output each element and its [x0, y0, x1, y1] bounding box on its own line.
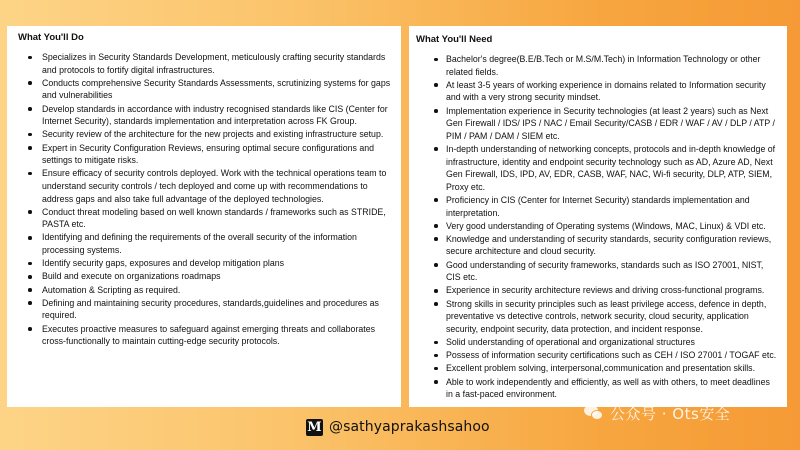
list-item: Very good understanding of Operating systems (Windows, MAC, Linux) & VDI etc.: [446, 220, 779, 233]
wechat-icon: [584, 404, 604, 422]
list-item: Defining and maintaining security procedures, standards,guidelines and procedures as required.: [42, 297, 391, 322]
list-item: Solid understanding of operational and organizational structures: [446, 336, 779, 349]
what-youll-do-list: [18, 51, 391, 348]
list-item: In-depth understanding of networking concepts, protocols and in-depth knowledge of infrastructure, identity and endpoint security technology such as AD, Azure AD, Next Gen Firewall, IDS, IPD, AV, EDR, CASB, WAF, NAC, Wi-fi security, DLP, ATP, SIEM, Proxy etc.: [446, 143, 779, 193]
list-item: Strong skills in security principles such as least privilege access, defence in depth, preventative vs detective controls, network security, cloud security, application security, endpoint security, data protection, and incident response.: [446, 298, 779, 336]
what-youll-need-list: [416, 53, 779, 401]
author-handle: [306, 417, 490, 437]
watermark-text: 公众号 · Ots安全: [610, 404, 731, 423]
list-item: Proficiency in CIS (Center for Internet Security) standards implementation and interpretation.: [446, 194, 779, 219]
medium-logo-icon: M: [307, 419, 322, 435]
wechat-watermark: [584, 401, 730, 425]
what-youll-need-title: What You'll Need: [416, 34, 493, 45]
list-item: Good understanding of security frameworks, standards such as ISO 27001, NIST, CIS etc.: [446, 259, 779, 284]
list-item: Automation & Scripting as required.: [42, 284, 391, 297]
list-item: Conduct threat modeling based on well known standards / frameworks such as STRIDE, PASTA etc.: [42, 206, 391, 231]
list-item: Knowledge and understanding of security standards, security configuration reviews, secure architecture and cloud security.: [446, 233, 779, 258]
what-youll-do-panel: [7, 26, 401, 407]
what-youll-do-title: What You'll Do: [18, 32, 84, 43]
list-item: Possess of information security certifications such as CEH / ISO 27001 / TOGAF etc.: [446, 349, 779, 362]
list-item: Build and execute on organizations roadmaps: [42, 270, 391, 283]
list-item: Ensure efficacy of security controls deployed. Work with the technical operations team to understand security controls / tech deployed and come up with recommendations to address gaps and also take full advantage of the deployed technologies.: [42, 167, 391, 205]
list-item: Specializes in Security Standards Development, meticulously crafting security standards and protocols to fortify digital infrastructures.: [42, 51, 391, 76]
list-item: Experience in security architecture reviews and driving cross-functional programs.: [446, 284, 779, 297]
handle-text: @sathyaprakashsahoo: [329, 419, 490, 435]
list-item: Identify security gaps, exposures and develop mitigation plans: [42, 257, 391, 270]
list-item: Expert in Security Configuration Reviews, ensuring optimal secure configurations and settings to mitigate risks.: [42, 142, 391, 167]
list-item: Identifying and defining the requirements of the overall security of the information processing systems.: [42, 231, 391, 256]
list-item: Develop standards in accordance with industry recognised standards like CIS (Center for Internet Security), standards implementation and interpretation across FK Group.: [42, 103, 391, 128]
list-item: Implementation experience in Security technologies (at least 2 years) such as Next Gen Firewall / IDS/ IPS / NAC / Email Security/CASB / EDR / WAF / AV / DLP / ATP / PIM / PAM / DAM / SIEM etc.: [446, 105, 779, 143]
list-item: Able to work independently and efficiently, as well as with others, to meet deadlines in a fast-paced environment.: [446, 376, 779, 401]
list-item: At least 3-5 years of working experience in domains related to Information security and with a very strong security mindset.: [446, 79, 779, 104]
what-youll-need-panel: [409, 26, 787, 407]
list-item: Excellent problem solving, interpersonal,communication and presentation skills.: [446, 362, 779, 375]
list-item: Conducts comprehensive Security Standards Assessments, scrutinizing systems for gaps and vulnerabilities: [42, 77, 391, 101]
list-item: Security review of the architecture for the new projects and existing infrastructure setup.: [42, 128, 391, 141]
list-item: Bachelor's degree(B.E/B.Tech or M.S/M.Tech) in Information Technology or other related fields.: [446, 53, 779, 78]
list-item: Executes proactive measures to safeguard against emerging threats and collaborates cross-functionally to maintain cutting-edge security protocols.: [42, 323, 391, 348]
